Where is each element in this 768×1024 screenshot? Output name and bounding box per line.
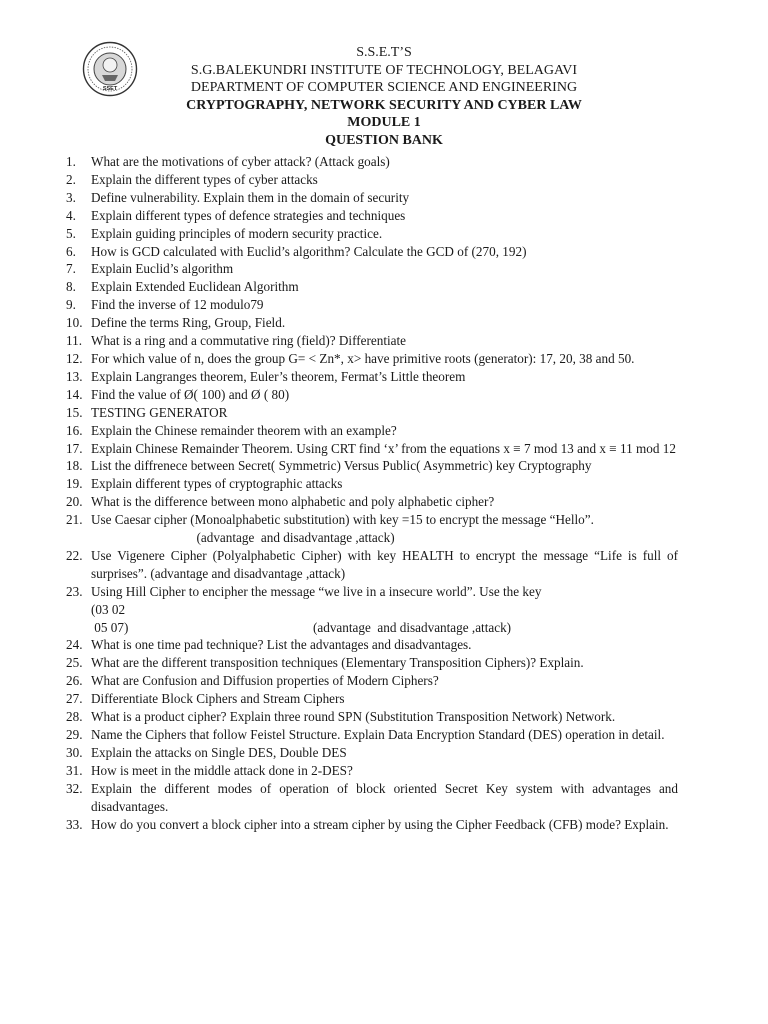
question-text: How do you convert a block cipher into a stream cipher by using the Cipher Feedback (CFB) mode? Explain. [91,816,669,832]
question-item [66,511,678,547]
question-item [66,350,678,368]
question-text: Explain guiding principles of modern security practice. [91,225,383,241]
question-extra: (advantage and disadvantage ,attack) [91,530,395,546]
header-line-1: S.S.E.T’S [356,45,412,60]
question-number: 19. [66,476,83,492]
question-item [66,153,678,171]
question-text-block [91,207,678,225]
question-text: For which value of n, does the group G= < Zn*, x> have primitive roots (generator): 17, 20, 38 and 50. [91,350,635,366]
question-text-block [91,404,678,422]
question-item [66,386,678,404]
question-number: 14. [66,386,83,402]
question-item [66,225,678,243]
question-number: 32. [66,780,83,796]
question-item [66,493,678,511]
question-number: 17. [66,440,83,456]
question-text: List the diffrenece between Secret( Symmetric) Versus Public( Asymmetric) key Cryptography [91,458,592,474]
question-text-block [91,296,678,314]
question-number: 25. [66,655,83,671]
question-item [66,278,678,296]
question-text: Explain the Chinese remainder theorem with an example? [91,422,397,438]
header-doc-type: QUESTION BANK [325,132,443,148]
question-text-block [91,440,678,458]
question-number: 24. [66,637,83,653]
question-item [66,744,678,762]
question-number: 13. [66,368,83,384]
question-text-block [91,153,678,171]
question-item [66,260,678,278]
question-text: Explain Langranges theorem, Euler’s theorem, Fermat’s Little theorem [91,368,466,384]
question-text-block [91,189,678,207]
question-text-block [91,475,678,493]
question-item [66,171,678,189]
question-text-block [91,260,678,278]
question-text-block [91,225,678,243]
question-text-block [91,422,678,440]
question-item [66,726,678,744]
question-text: Find the inverse of 12 modulo79 [91,297,264,313]
question-item [66,440,678,458]
question-text-block [91,243,678,261]
question-item [66,422,678,440]
document-header [0,44,768,149]
question-text: Explain the different modes of operation of block oriented Secret Key system with advantages and disadvantages. [91,780,678,814]
question-text: Differentiate Block Ciphers and Stream Ciphers [91,691,345,707]
question-item [66,368,678,386]
question-number: 26. [66,673,83,689]
question-text: What is a ring and a commutative ring (field)? Differentiate [91,333,407,349]
question-item [66,314,678,332]
question-text-block [91,654,678,672]
question-number: 1. [66,154,76,169]
question-text: What is one time pad technique? List the advantages and disadvantages. [91,637,472,653]
question-text-block [91,278,678,296]
question-number: 33. [66,816,83,832]
question-text-block [91,493,678,511]
question-text: Explain different types of cryptographic attacks [91,476,343,492]
question-text-block [91,583,678,637]
question-text-block [91,816,678,834]
logo-caption: SSET [102,86,118,92]
question-text: Explain Euclid’s algorithm [91,261,234,277]
question-number: 9. [66,297,76,313]
question-text-block [91,314,678,332]
question-text: What are Confusion and Diffusion properties of Modern Ciphers? [91,673,439,689]
question-text: TESTING GENERATOR [91,404,228,420]
question-number: 18. [66,458,83,474]
question-item [66,547,678,583]
question-text-block [91,726,678,744]
question-text: Explain Chinese Remainder Theorem. Using CRT find ‘x’ from the equations x ≡ 7 mod 13 and x ≡ 11 mod 12 [91,440,676,456]
question-number: 10. [66,315,83,331]
header-institute: S.G.BALEKUNDRI INSTITUTE OF TECHNOLOGY, BELAGAVI [190,62,578,78]
question-number: 3. [66,189,76,205]
question-text: How is meet in the middle attack done in 2-DES? [91,762,353,778]
question-text: Name the Ciphers that follow Feistel Structure. Explain Data Encryption Standard (DES) operation in detail. [91,727,665,742]
question-item [66,762,678,780]
question-number: 22. [66,547,83,563]
question-number: 4. [66,207,76,223]
question-item [66,296,678,314]
header-module: MODULE 1 [347,115,421,130]
question-text: How is GCD calculated with Euclid’s algorithm? Calculate the GCD of (270, 192) [91,243,527,259]
question-item [66,243,678,261]
question-list [66,153,678,833]
question-number: 15. [66,404,83,420]
question-item [66,654,678,672]
question-text-block [91,457,678,475]
question-text-block [91,744,678,762]
question-text-block [91,780,678,816]
question-text-block [91,386,678,404]
question-text: Use Vigenere Cipher (Polyalphabetic Cipher) with key HEALTH to encrypt the message “Life is full of surprises”. (advantage and disadvantage ,attack) [91,547,678,581]
question-number: 29. [66,727,83,742]
question-number: 2. [66,171,76,187]
question-number: 20. [66,494,83,510]
question-item [66,475,678,493]
question-text: Using Hill Cipher to encipher the message “we live in a insecure world”. Use the key [91,583,542,599]
header-department: DEPARTMENT OF COMPUTER SCIENCE AND ENGINEERING [190,80,578,95]
question-text-block [91,171,678,189]
question-text-block [91,708,678,726]
question-number: 7. [66,261,76,277]
question-text-block [91,762,678,780]
question-item [66,780,678,816]
question-text: Use Caesar cipher (Monoalphabetic substitution) with key =15 to encrypt the message “Hello”. [91,512,594,528]
question-text: What is the difference between mono alphabetic and poly alphabetic cipher? [91,494,495,510]
question-item [66,583,678,637]
question-number: 21. [66,512,83,528]
question-text: Define the terms Ring, Group, Field. [91,315,286,331]
question-extra: (03 02 05 07) (advantage and disadvantage ,attack) [91,601,512,635]
question-text: What is a product cipher? Explain three round SPN (Substitution Transposition Network) Network. [91,709,616,725]
question-number: 6. [66,243,76,259]
question-number: 5. [66,225,76,241]
question-text: Define vulnerability. Explain them in the domain of security [91,189,410,205]
question-number: 31. [66,762,83,778]
question-item [66,636,678,654]
question-text: Explain the different types of cyber attacks [91,171,318,187]
question-text-block [91,672,678,690]
question-text-block [91,368,678,386]
question-number: 16. [66,422,83,438]
question-text-block [91,332,678,350]
question-item [66,404,678,422]
question-text: What are the different transposition techniques (Elementary Transposition Ciphers)? Explain. [91,655,584,671]
question-text: Find the value of Ø( 100) and Ø ( 80) [91,386,290,402]
question-item [66,189,678,207]
question-item [66,207,678,225]
question-number: 11. [66,333,82,349]
question-item [66,457,678,475]
question-number: 23. [66,583,83,599]
question-number: 30. [66,744,83,760]
question-text-block [91,690,678,708]
question-text: What are the motivations of cyber attack? (Attack goals) [91,154,390,169]
question-text: Explain different types of defence strategies and techniques [91,207,406,223]
question-text: Explain the attacks on Single DES, Double DES [91,744,347,760]
question-number: 8. [66,279,76,295]
question-text-block [91,547,678,583]
question-number: 28. [66,709,83,725]
question-number: 12. [66,350,83,366]
header-subject: CRYPTOGRAPHY, NETWORK SECURITY AND CYBER LAW [186,97,582,113]
question-item [66,708,678,726]
question-item [66,816,678,834]
question-text-block [91,350,678,368]
question-text-block [91,511,678,547]
question-item [66,332,678,350]
question-text: Explain Extended Euclidean Algorithm [91,279,299,295]
question-item [66,690,678,708]
question-number: 27. [66,691,83,707]
question-item [66,672,678,690]
question-text-block [91,636,678,654]
